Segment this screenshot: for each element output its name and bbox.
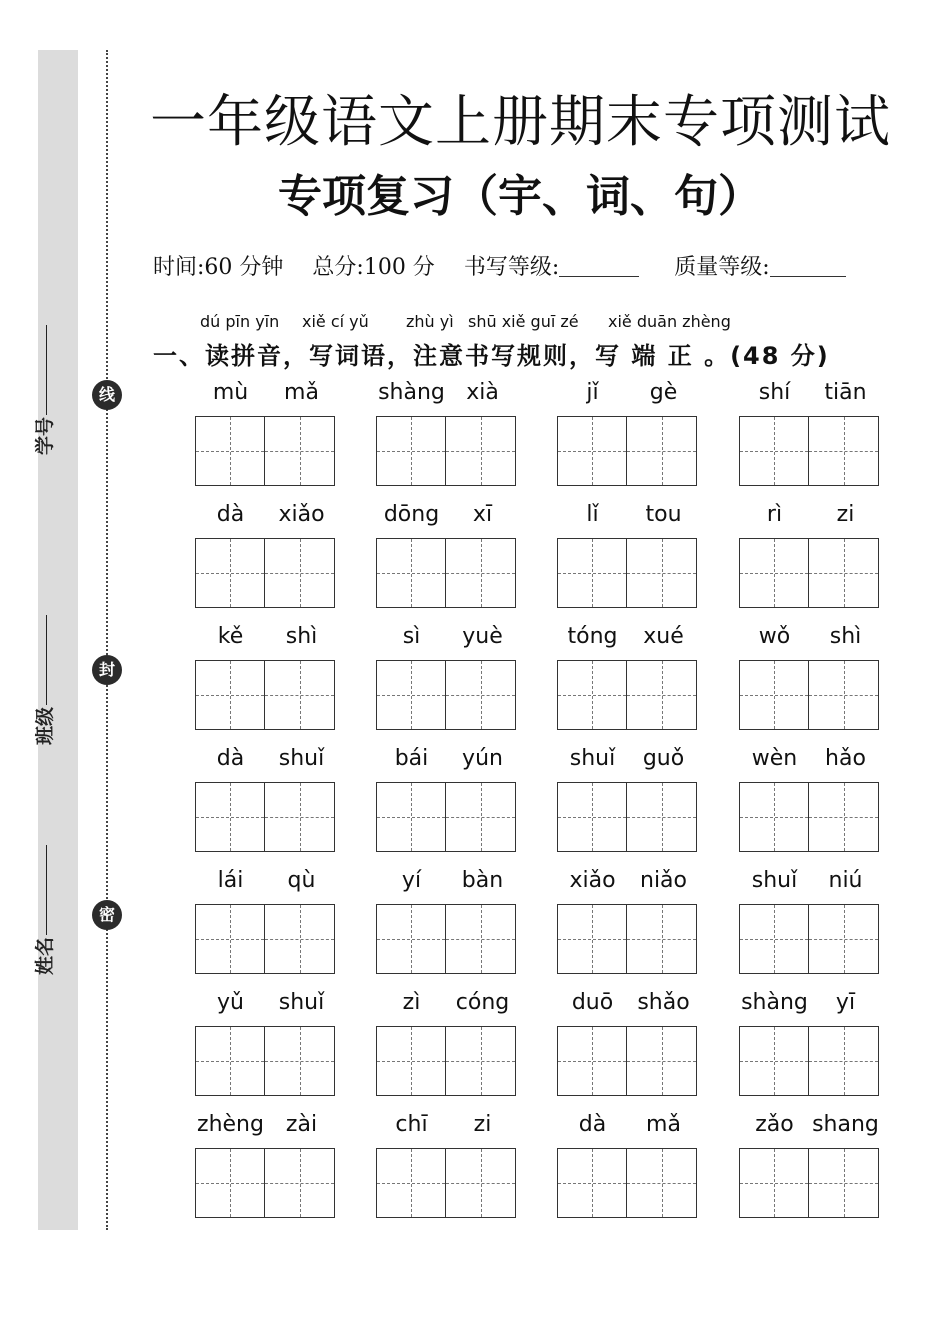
- pinyin-syllable: jǐ: [586, 380, 599, 405]
- writing-boxes: [557, 538, 699, 608]
- pinyin-syllable: dōng: [383, 502, 440, 527]
- cut-line: [106, 50, 108, 1230]
- writing-boxes: [557, 660, 699, 730]
- word-item: [739, 746, 881, 852]
- tianzige-cell[interactable]: [376, 1026, 446, 1096]
- tianzige-cell[interactable]: [446, 782, 516, 852]
- word-item: [739, 990, 881, 1096]
- quality-grade[interactable]: [674, 255, 845, 280]
- writing-boxes: [739, 904, 881, 974]
- word-item: [557, 1112, 699, 1218]
- word-pinyin: [739, 1112, 881, 1140]
- word-pinyin: [739, 746, 881, 774]
- tianzige-cell[interactable]: [739, 660, 809, 730]
- class-label: 班级: [34, 706, 56, 745]
- tianzige-cell[interactable]: [376, 416, 446, 486]
- word-pinyin: [195, 868, 337, 896]
- quality-grade-label: 质量等级:: [674, 255, 770, 280]
- word-item: [195, 746, 337, 852]
- pinyin-syllable: dà: [216, 502, 245, 527]
- pinyin-syllable: xiǎo: [569, 868, 616, 893]
- tianzige-cell[interactable]: [557, 1026, 627, 1096]
- pinyin-syllable: yuè: [462, 624, 503, 649]
- pinyin-syllable: bái: [394, 746, 429, 771]
- pinyin-syllable: xiǎo: [278, 502, 325, 527]
- pinyin-syllable: mù: [212, 380, 249, 405]
- word-item: [376, 746, 518, 852]
- writing-boxes: [195, 538, 337, 608]
- tianzige-cell[interactable]: [446, 416, 516, 486]
- tianzige-cell[interactable]: [739, 1026, 809, 1096]
- pinyin-syllable: duō: [571, 990, 614, 1015]
- tianzige-cell[interactable]: [557, 660, 627, 730]
- word-pinyin: [195, 380, 337, 408]
- writing-boxes: [739, 1148, 881, 1218]
- pinyin-syllable: shuǐ: [278, 746, 325, 771]
- pinyin-shu-xie-gui-ze: shū xiě guī zé: [468, 312, 579, 331]
- writing-boxes: [739, 538, 881, 608]
- word-item: [557, 746, 699, 852]
- pinyin-syllable: cóng: [455, 990, 510, 1015]
- word-pinyin: [739, 990, 881, 1018]
- writing-boxes: [739, 782, 881, 852]
- pinyin-syllable: zǎo: [755, 1112, 794, 1137]
- pinyin-syllable: shǎo: [637, 990, 690, 1015]
- tianzige-cell[interactable]: [376, 1148, 446, 1218]
- word-pinyin: [739, 868, 881, 896]
- word-pinyin: [376, 746, 518, 774]
- tianzige-cell[interactable]: [265, 1148, 335, 1218]
- question-pinyin: [150, 312, 930, 334]
- word-pinyin: [557, 746, 699, 774]
- word-pinyin: [739, 380, 881, 408]
- word-pinyin: [376, 1112, 518, 1140]
- pinyin-syllable: shì: [829, 624, 862, 649]
- writing-boxes: [557, 1148, 699, 1218]
- pinyin-syllable: wèn: [751, 746, 798, 771]
- writing-boxes: [557, 416, 699, 486]
- word-pinyin: [195, 502, 337, 530]
- tianzige-cell[interactable]: [446, 1026, 516, 1096]
- pinyin-syllable: dà: [578, 1112, 607, 1137]
- writing-grade-label: 书写等级:: [463, 255, 560, 280]
- writing-boxes: [557, 904, 699, 974]
- tianzige-cell[interactable]: [627, 1148, 697, 1218]
- word-item: [739, 502, 881, 608]
- tianzige-cell[interactable]: [809, 1026, 879, 1096]
- tianzige-cell[interactable]: [739, 538, 809, 608]
- word-item: [376, 990, 518, 1096]
- tianzige-cell[interactable]: [195, 538, 265, 608]
- word-pinyin: [376, 380, 518, 408]
- tianzige-cell[interactable]: [446, 538, 516, 608]
- word-pinyin: [739, 624, 881, 652]
- writing-boxes: [376, 782, 518, 852]
- tianzige-cell[interactable]: [627, 538, 697, 608]
- pinyin-du-pin-yin: dú pīn yīn: [200, 312, 280, 331]
- writing-boxes: [376, 1148, 518, 1218]
- word-pinyin: [376, 502, 518, 530]
- pinyin-syllable: hǎo: [825, 746, 866, 771]
- time-label: 时间:60 分钟: [153, 255, 284, 280]
- writing-boxes: [557, 782, 699, 852]
- word-item: [557, 380, 699, 486]
- tianzige-cell[interactable]: [809, 782, 879, 852]
- writing-boxes: [195, 904, 337, 974]
- pinyin-syllable: zhèng: [197, 1112, 264, 1137]
- tianzige-cell[interactable]: [627, 660, 697, 730]
- pinyin-syllable: shuǐ: [751, 868, 798, 893]
- word-item: [376, 624, 518, 730]
- pinyin-syllable: niú: [828, 868, 863, 893]
- tianzige-cell[interactable]: [739, 416, 809, 486]
- tianzige-cell[interactable]: [376, 538, 446, 608]
- tianzige-cell[interactable]: [265, 1026, 335, 1096]
- tianzige-cell[interactable]: [627, 904, 697, 974]
- writing-boxes: [557, 1026, 699, 1096]
- pinyin-syllable: shuǐ: [569, 746, 616, 771]
- tianzige-cell[interactable]: [739, 1148, 809, 1218]
- word-item: [195, 624, 337, 730]
- tianzige-cell[interactable]: [195, 660, 265, 730]
- word-item: [557, 502, 699, 608]
- pinyin-syllable: qù: [287, 868, 316, 893]
- tianzige-cell[interactable]: [446, 1148, 516, 1218]
- word-item: [376, 1112, 518, 1218]
- tianzige-cell[interactable]: [557, 782, 627, 852]
- pinyin-syllable: kě: [217, 624, 244, 649]
- pinyin-syllable: xià: [466, 380, 499, 405]
- exam-info: [153, 250, 933, 281]
- word-item: [376, 380, 518, 486]
- word-pinyin: [195, 990, 337, 1018]
- writing-boxes: [195, 1148, 337, 1218]
- pinyin-zhu-yi: zhù yì: [406, 312, 454, 331]
- binding-strip: [38, 50, 78, 1230]
- tianzige-cell[interactable]: [446, 904, 516, 974]
- pinyin-syllable: zi: [836, 502, 855, 527]
- pinyin-syllable: shang: [812, 1112, 879, 1137]
- pinyin-syllable: gè: [649, 380, 678, 405]
- tianzige-cell[interactable]: [195, 1148, 265, 1218]
- tianzige-cell[interactable]: [265, 782, 335, 852]
- pinyin-syllable: wǒ: [758, 624, 791, 649]
- tianzige-cell[interactable]: [195, 904, 265, 974]
- tianzige-cell[interactable]: [809, 1148, 879, 1218]
- word-pinyin: [376, 990, 518, 1018]
- word-pinyin: [557, 502, 699, 530]
- writing-boxes: [195, 1026, 337, 1096]
- pinyin-syllable: dà: [216, 746, 245, 771]
- tianzige-cell[interactable]: [809, 904, 879, 974]
- word-item: [195, 868, 337, 974]
- pinyin-xie-duan-zheng: xiě duān zhèng: [608, 312, 731, 331]
- pinyin-syllable: shí: [758, 380, 791, 405]
- pinyin-syllable: yí: [401, 868, 422, 893]
- class-field[interactable]: [30, 685, 54, 745]
- pinyin-syllable: lǐ: [586, 502, 599, 527]
- writing-boxes: [376, 416, 518, 486]
- tianzige-cell[interactable]: [195, 1026, 265, 1096]
- seal-feng-mark: 封: [92, 655, 122, 685]
- word-item: [376, 868, 518, 974]
- writing-boxes: [739, 416, 881, 486]
- pinyin-syllable: xī: [472, 502, 493, 527]
- word-item: [739, 1112, 881, 1218]
- word-item: [376, 502, 518, 608]
- writing-boxes: [195, 782, 337, 852]
- pinyin-syllable: guǒ: [642, 746, 685, 771]
- writing-boxes: [195, 660, 337, 730]
- student-no-field[interactable]: [30, 395, 54, 455]
- tianzige-cell[interactable]: [376, 782, 446, 852]
- pinyin-syllable: tou: [645, 502, 682, 527]
- writing-boxes: [376, 1026, 518, 1096]
- tianzige-cell[interactable]: [557, 538, 627, 608]
- word-pinyin: [557, 624, 699, 652]
- word-pinyin: [195, 746, 337, 774]
- writing-boxes: [195, 416, 337, 486]
- tianzige-cell[interactable]: [376, 660, 446, 730]
- pinyin-syllable: yǔ: [217, 990, 244, 1015]
- pinyin-syllable: tóng: [567, 624, 618, 649]
- tianzige-cell[interactable]: [557, 416, 627, 486]
- word-item: [195, 990, 337, 1096]
- word-pinyin: [739, 502, 881, 530]
- word-item: [557, 624, 699, 730]
- pinyin-syllable: tiān: [824, 380, 867, 405]
- pinyin-syllable: bàn: [461, 868, 504, 893]
- tianzige-cell[interactable]: [809, 660, 879, 730]
- name-field[interactable]: [30, 915, 54, 975]
- word-item: [195, 1112, 337, 1218]
- tianzige-cell[interactable]: [265, 538, 335, 608]
- word-pinyin: [557, 380, 699, 408]
- word-item: [739, 624, 881, 730]
- page-title: 一年级语文上册期末专项测试: [150, 90, 891, 155]
- seal-mi-mark: 密: [92, 900, 122, 930]
- word-pinyin: [557, 868, 699, 896]
- pinyin-syllable: shàng: [378, 380, 445, 405]
- tianzige-cell[interactable]: [809, 538, 879, 608]
- tianzige-cell[interactable]: [557, 1148, 627, 1218]
- tianzige-cell[interactable]: [627, 1026, 697, 1096]
- writing-boxes: [739, 660, 881, 730]
- tianzige-cell[interactable]: [265, 416, 335, 486]
- writing-grade[interactable]: [464, 255, 639, 280]
- tianzige-cell[interactable]: [627, 782, 697, 852]
- tianzige-cell[interactable]: [739, 782, 809, 852]
- pinyin-syllable: zì: [402, 990, 421, 1015]
- tianzige-cell[interactable]: [446, 660, 516, 730]
- pinyin-syllable: yún: [462, 746, 503, 771]
- word-item: [557, 868, 699, 974]
- pinyin-syllable: rì: [766, 502, 783, 527]
- word-pinyin: [557, 1112, 699, 1140]
- pinyin-xie-ci-yu: xiě cí yǔ: [302, 312, 369, 331]
- word-item: [739, 380, 881, 486]
- word-item: [557, 990, 699, 1096]
- pinyin-syllable: shàng: [741, 990, 808, 1015]
- pinyin-syllable: xué: [643, 624, 684, 649]
- pinyin-syllable: niǎo: [640, 868, 687, 893]
- pinyin-syllable: sì: [402, 624, 421, 649]
- tianzige-cell[interactable]: [627, 416, 697, 486]
- writing-boxes: [376, 538, 518, 608]
- student-no-label: 学号: [34, 416, 56, 455]
- pinyin-syllable: shuǐ: [278, 990, 325, 1015]
- tianzige-cell[interactable]: [265, 904, 335, 974]
- tianzige-cell[interactable]: [265, 660, 335, 730]
- word-item: [195, 380, 337, 486]
- tianzige-cell[interactable]: [557, 904, 627, 974]
- pinyin-syllable: lái: [217, 868, 244, 893]
- seal-line-mark: 线: [92, 380, 122, 410]
- score-label: 总分:100 分: [312, 255, 435, 280]
- word-item: [739, 868, 881, 974]
- word-pinyin: [376, 868, 518, 896]
- word-pinyin: [557, 990, 699, 1018]
- tianzige-cell[interactable]: [195, 782, 265, 852]
- pinyin-syllable: yī: [835, 990, 856, 1015]
- pinyin-syllable: zi: [473, 1112, 492, 1137]
- tianzige-cell[interactable]: [195, 416, 265, 486]
- writing-boxes: [376, 660, 518, 730]
- tianzige-cell[interactable]: [809, 416, 879, 486]
- word-item: [195, 502, 337, 608]
- writing-boxes: [376, 904, 518, 974]
- word-pinyin: [195, 1112, 337, 1140]
- tianzige-cell[interactable]: [739, 904, 809, 974]
- pinyin-syllable: mǎ: [284, 380, 319, 405]
- page-subtitle: 专项复习（宇、词、句）: [278, 171, 762, 222]
- pinyin-syllable: shì: [285, 624, 318, 649]
- pinyin-syllable: chī: [395, 1112, 428, 1137]
- writing-boxes: [739, 1026, 881, 1096]
- word-pinyin: [376, 624, 518, 652]
- pinyin-syllable: zài: [285, 1112, 318, 1137]
- question-title: 一、读拼音，写词语，注意书写规则，写 端 正 。(48 分): [153, 342, 830, 370]
- tianzige-cell[interactable]: [376, 904, 446, 974]
- name-label: 姓名: [34, 936, 56, 975]
- word-pinyin: [195, 624, 337, 652]
- pinyin-syllable: mǎ: [646, 1112, 681, 1137]
